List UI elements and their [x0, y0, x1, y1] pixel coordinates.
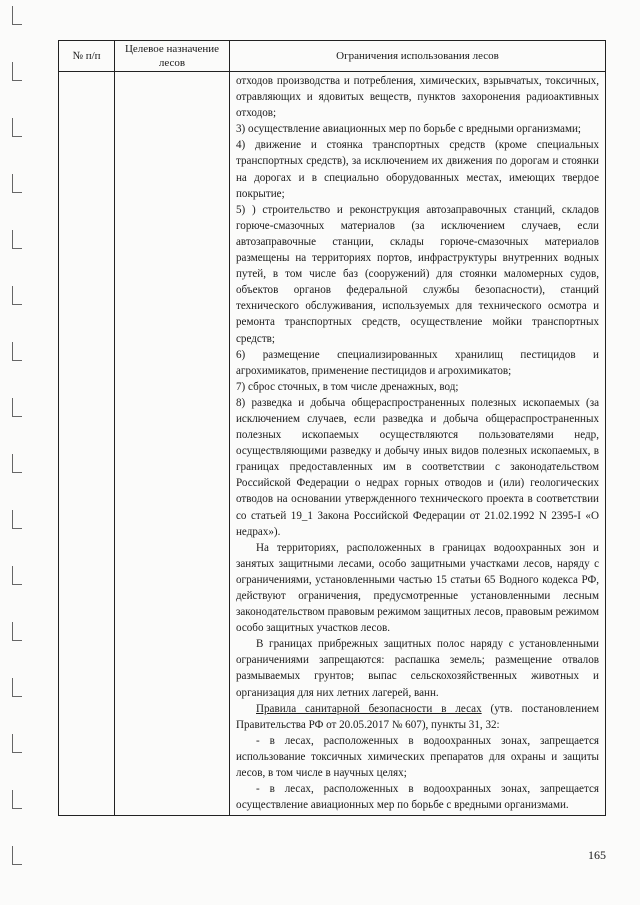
- paragraph: отходов производства и потребления, химических, взрывчатых, токсичных, отравляющих и ядовитых веществ, пунктов захоронения радиоактивных отходов;: [236, 75, 599, 120]
- paragraph: 3) осуществление авиационных мер по борьбе с вредными организмами;: [236, 123, 582, 136]
- paragraph: 5) ) строительство и реконструкция автозаправочных станций, складов горюче-смазочных материалов (за исключением случаев, если автозаправочные станции, склады горюче-смазочных материалов размещены на территориях портов, инфраструктуры внутренних водных путей, в том числе баз (сооружений) для стоянки маломерных судов, объектов органов федеральной службы безопасности), станций технического обслуживания, используемых для технического осмотра и ремонта транспортных средств, осуществление мойки транспортных средств;: [236, 203, 599, 345]
- reference-text: (утв. постановлением Правительства РФ от 20.05.2017 № 607), пункты 31, 32:: [236, 702, 600, 731]
- paragraph: В границах прибрежных защитных полос наряду с установленными ограничениями запрещаются: распашка земель; размещение отвалов размываемых грунтов; выпас сельскохозяйственных животных и организация для них летних лагерей, ванн.: [236, 638, 599, 699]
- header-restrictions: Ограничения использования лесов: [230, 41, 606, 72]
- paragraph: - в лесах, расположенных в водоохранных зонах, запрещается осуществление авиационных мер по борьбе с вредными организмами.: [236, 783, 599, 812]
- paragraph: 4) движение и стоянка транспортных средств (кроме специальных транспортных средств), за исключением их движения по дорогам и стоянки на дорогах и в специально оборудованных местах, имеющих твердое покрытие;: [236, 139, 599, 200]
- paragraph: 6) размещение специализированных хранилищ пестицидов и агрохимикатов, применение пестицидов и агрохимикатов;: [236, 348, 599, 377]
- cell-restrictions: [230, 72, 606, 816]
- page-number: 165: [588, 848, 606, 862]
- paragraph: - в лесах, расположенных в водоохранных зонах, запрещается использование токсичных химических препаратов для охраны и защиты лесов, в том числе в научных целях;: [236, 734, 599, 780]
- sanitary-rules-reference: Правила санитарной безопасности в лесах: [256, 702, 482, 715]
- paragraph: [236, 701, 599, 733]
- table-header-row: [59, 41, 606, 72]
- paragraph: 7) сброс сточных, в том числе дренажных, вод;: [236, 380, 459, 393]
- cell-purpose: [115, 72, 230, 816]
- paragraph: 8) разведка и добыча общераспространенных полезных ископаемых (за исключением случаев, если разведка и добыча общераспространенных полезных ископаемых осуществляются пользователями недр, осуществляющими разведку и добычу иных видов полезных ископаемых, в границах предоставленных им в соответствии с законодательством Российской Федерации о недрах горных отводов и (или) геологических отводов на основании утвержденного технического проекта в соответствии со статьей 19_1 Закона Российской Федерации от 21.02.1992 N 2395-I «О недрах»).: [236, 396, 599, 538]
- header-num: № п/п: [59, 41, 115, 72]
- cell-num: [59, 72, 115, 816]
- paragraph: На территориях, расположенных в границах водоохранных зон и занятых защитными лесами, особо защитными участками лесов, наряду с ограничениями, установленными частью 15 статьи 65 Водного кодекса РФ, действуют ограничения, предусмотренные установленными лесным законодательством правовым режимом защитных лесов, правовым режимом особо защитных участков лесов.: [236, 541, 599, 635]
- header-purpose: Целевое назначение лесов: [115, 41, 230, 72]
- binder-marks: [8, 0, 28, 905]
- table-row: [59, 72, 606, 816]
- restrictions-table: [58, 40, 606, 816]
